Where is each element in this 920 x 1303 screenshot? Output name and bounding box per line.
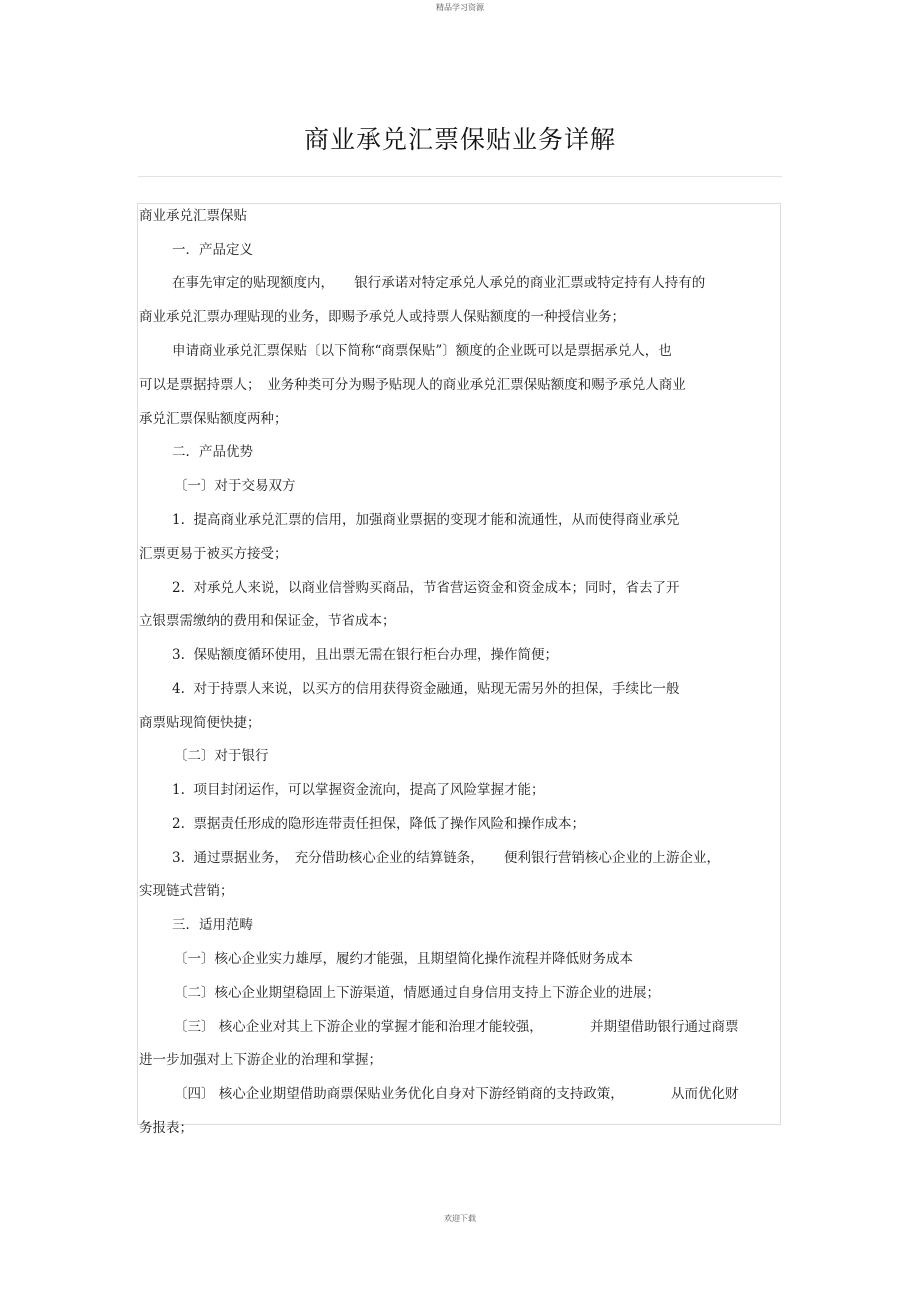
list-item: 3. 保贴额度循环使用，且出票无需在银行柜台办理，操作简便； [172, 647, 558, 663]
list-item: 2. 票据责任形成的隐形连带责任担保，降低了操作风险和操作成本； [172, 816, 585, 832]
document-title: 商业承兑汇票保贴业务详解 [303, 125, 616, 154]
list-item: 1. 提高商业承兑汇票的信用，加强商业票据的变现才能和流通性，从而使得商业承兑 [172, 512, 680, 528]
section-heading: 一．产品定义 [172, 242, 253, 258]
list-item: 〔三〕 核心企业对其上下游企业的掌握才能和治理才能较强， 并期望借助银行通过商票 [174, 1019, 739, 1035]
paragraph-line: 申请商业承兑汇票保贴〔以下简称“商票保贴”〕额度的企业既可以是票据承兑人，也 [172, 343, 672, 359]
page-footer-note: 欢迎下载 [444, 1214, 476, 1223]
list-item: 1. 项目封闭运作，可以掌握资金流向，提高了风险掌握才能； [172, 782, 545, 798]
list-item-continuation: 商票贴现简便快捷； [139, 715, 261, 731]
list-item-continuation: 务报表； [139, 1120, 193, 1136]
list-item: 〔一〕核心企业实力雄厚，履约才能强，且期望简化操作流程并降低财务成本 [174, 951, 633, 967]
title-divider [138, 176, 782, 177]
section-heading: 三．适用范畴 [172, 917, 253, 933]
list-item: 3. 通过票据业务， 充分借助核心企业的结算链条， 便利银行营销核心企业的上游企业， [172, 850, 720, 866]
list-item: 〔四〕 核心企业期望借助商票保贴业务优化自身对下游经销商的支持政策， 从而优化财 [174, 1086, 739, 1102]
list-item-continuation: 立银票需缴纳的费用和保证金，节省成本； [139, 613, 396, 629]
list-item: 2. 对承兑人来说，以商业信誉购买商品，节省营运资金和资金成本；同时，省去了开 [172, 580, 680, 596]
section-heading: 商业承兑汇票保贴 [139, 208, 247, 224]
paragraph-line: 在事先审定的贴现额度内， 银行承诺对特定承兑人承兑的商业汇票或特定持有人持有的 [172, 275, 706, 291]
subsection-heading: 〔一〕对于交易双方 [174, 478, 296, 494]
list-item: 4. 对于持票人来说，以买方的信用获得资金融通，贴现无需另外的担保，手续比一般 [172, 681, 680, 697]
list-item: 〔二〕核心企业期望稳固上下游渠道，情愿通过自身信用支持上下游企业的进展； [174, 985, 660, 1001]
list-item-continuation: 实现链式营销； [139, 883, 234, 899]
list-item-continuation: 进一步加强对上下游企业的治理和掌握； [139, 1052, 382, 1068]
list-item-continuation: 汇票更易于被买方接受； [139, 546, 288, 562]
paragraph-line: 承兑汇票保贴额度两种； [139, 411, 288, 427]
section-heading: 二．产品优势 [172, 444, 253, 460]
page-header-note: 精品学习资源 [436, 3, 484, 12]
subsection-heading: 〔二〕对于银行 [174, 748, 269, 764]
paragraph-line: 可以是票据持票人； 业务种类可分为赐予贴现人的商业承兑汇票保贴额度和赐予承兑人商业 [139, 377, 686, 393]
paragraph-line: 商业承兑汇票办理贴现的业务，即赐予承兑人或持票人保贴额度的一种授信业务； [139, 309, 625, 325]
